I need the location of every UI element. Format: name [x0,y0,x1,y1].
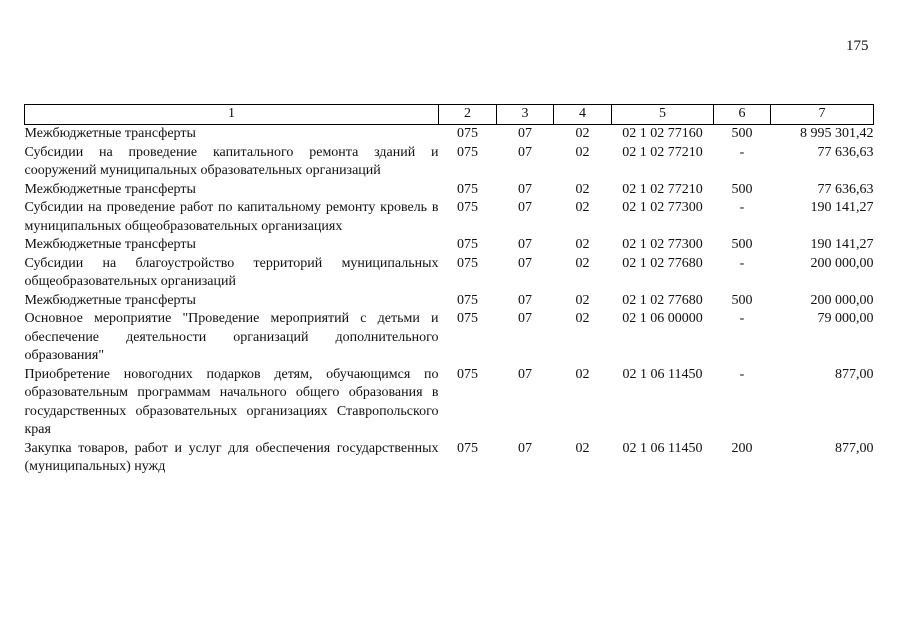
table-row [25,125,874,144]
column-header: 2 [439,105,497,125]
cell-value: - [739,366,745,382]
cell-amount: 8 995 301,42 [800,126,874,141]
cell-value: 02 1 06 11450 [622,440,703,456]
table-row [25,199,874,236]
cell-value: 07 [518,181,532,197]
cell-amount: 877,00 [835,366,874,382]
cell-value: - [739,255,745,271]
row-name: Межбюджетные трансферты [24,181,196,197]
cell-amount: 200 000,00 [810,292,874,308]
cell-value: 075 [457,440,478,456]
cell-value: 02 [575,311,590,326]
column-header: 1 [25,105,439,125]
cell-value: - [739,144,745,160]
cell-amount: 77 636,63 [817,181,874,197]
column-header: 5 [612,105,714,125]
cell-value: 02 1 02 77680 [622,255,703,271]
cell-value: 07 [518,200,532,215]
cell-amount: 79 000,00 [817,311,874,326]
table-row [25,181,874,200]
cell-value: 075 [457,126,478,141]
row-name: Межбюджетные трансферты [24,237,196,252]
row-name: Межбюджетные трансферты [24,292,196,308]
cell-value: 02 [575,440,590,456]
page-number: 175 [846,38,869,54]
cell-amount: 77 636,63 [817,144,874,160]
cell-value: 02 [575,237,590,252]
column-header: 4 [554,105,612,125]
cell-value: 075 [457,237,478,252]
row-name: Субсидии на проведение капитального ремонта зданий и сооружений муниципальных образовательных организаций [24,144,439,178]
cell-value: 075 [457,292,478,308]
cell-value: 500 [731,181,753,197]
table-row [25,144,874,181]
column-header: 3 [497,105,554,125]
cell-value: 07 [518,311,532,326]
cell-value: 075 [457,200,478,215]
column-header: 7 [771,105,874,125]
cell-amount: 200 000,00 [810,255,874,271]
cell-value: 02 1 02 77300 [622,200,703,215]
cell-value: 02 1 02 77210 [622,181,703,197]
cell-value: 02 1 06 11450 [622,366,703,382]
cell-value: - [739,200,745,215]
cell-value: 500 [731,237,753,252]
cell-value: 07 [518,292,532,308]
cell-value: 500 [731,292,753,308]
cell-value: 075 [457,366,478,382]
cell-value: 07 [518,366,532,382]
cell-value: 07 [518,126,532,141]
cell-value: 075 [457,255,478,271]
cell-value: 02 [575,181,590,197]
cell-value: 07 [518,440,532,456]
row-name: Приобретение новогодних подарков детям, обучающимся по образовательным программам начального общего образования в государственных образовательных организациях Ставропольского края [24,366,439,437]
cell-value: 02 [575,126,590,141]
table-row [25,440,874,477]
cell-value: 02 [575,200,590,215]
table-row [25,255,874,292]
cell-value: 200 [731,440,753,456]
cell-amount: 190 141,27 [810,200,874,215]
cell-value: - [739,311,745,326]
cell-amount: 190 141,27 [810,237,874,252]
cell-value: 075 [457,311,478,326]
cell-value: 02 1 02 77300 [622,237,703,252]
cell-value: 075 [457,181,478,197]
header-row [25,105,874,125]
cell-value: 02 [575,292,590,308]
table-row [25,366,874,440]
cell-amount: 877,00 [835,440,874,456]
cell-value: 07 [518,237,532,252]
row-name: Субсидии на благоустройство территорий муниципальных общеобразовательных организаций [24,255,439,289]
cell-value: 07 [518,144,532,160]
cell-value: 02 [575,366,590,382]
column-header: 6 [714,105,771,125]
cell-value: 07 [518,255,532,271]
row-name: Основное мероприятие "Проведение мероприятий с детьми и обеспечение деятельности организаций дополнительного образования" [24,311,439,363]
row-name: Субсидии на проведение работ по капитальному ремонту кровель в муниципальных общеобразовательных организациях [24,200,439,234]
cell-value: 02 1 02 77210 [622,144,703,160]
cell-value: 075 [457,144,478,160]
table-row [25,310,874,366]
cell-value: 02 1 06 00000 [622,311,703,326]
cell-value: 02 1 02 77160 [622,126,703,141]
cell-value: 500 [731,126,753,141]
row-name: Межбюджетные трансферты [24,126,196,141]
cell-value: 02 [575,144,590,160]
table-row [25,236,874,255]
cell-value: 02 [575,255,590,271]
cell-value: 02 1 02 77680 [622,292,703,308]
table-row [25,292,874,311]
row-name: Закупка товаров, работ и услуг для обеспечения государственных (муниципальных) нужд [24,440,439,474]
budget-table [24,104,874,477]
